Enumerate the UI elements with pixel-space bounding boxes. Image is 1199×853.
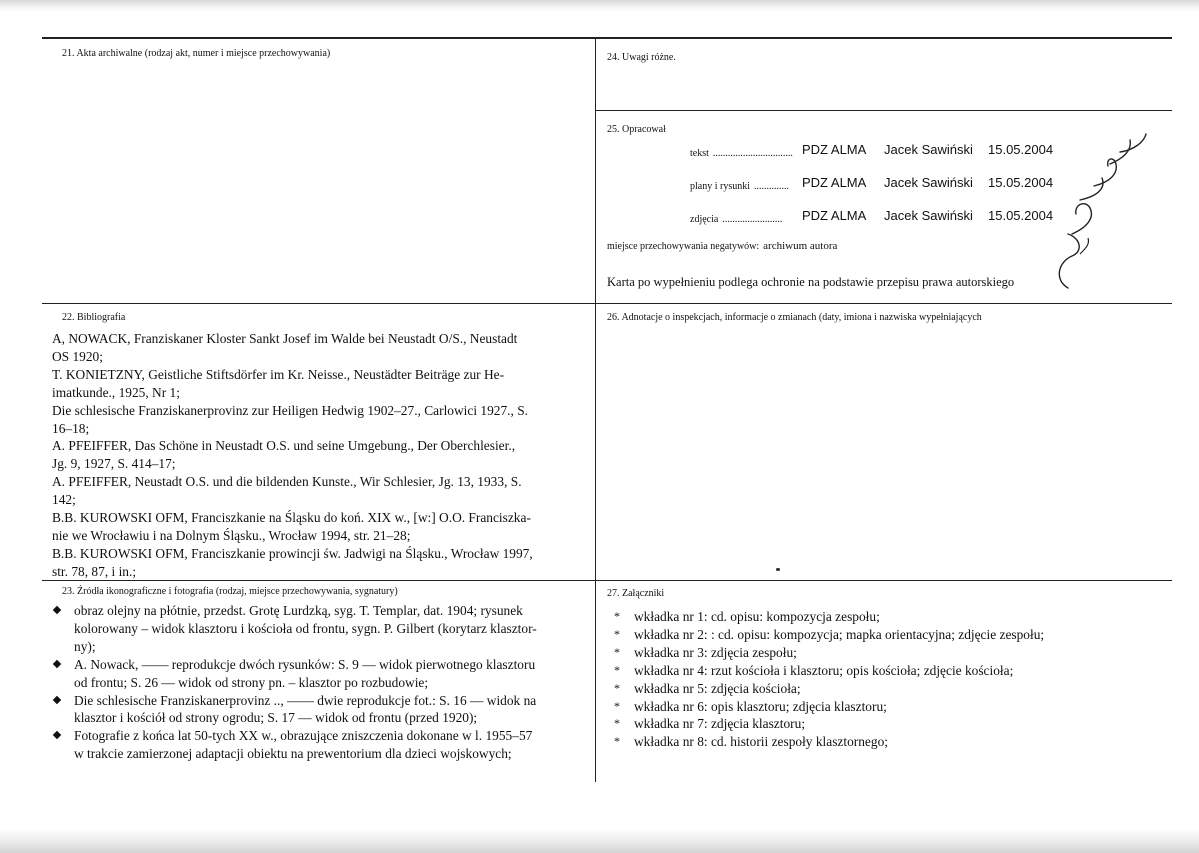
- asterisk-bullet-icon: *: [614, 680, 620, 695]
- scan-edge-top: [0, 0, 1199, 12]
- attachments-list: [610, 608, 1170, 751]
- handwritten-signature: [1050, 130, 1160, 300]
- section-22-label: 22. Bibliografia: [62, 312, 126, 323]
- author-row-photos: [690, 209, 782, 227]
- rule-24-25: [595, 110, 1172, 111]
- author-row-plans: [690, 176, 789, 194]
- item-text: wkładka nr 5: zdjęcia kościoła;: [634, 680, 801, 696]
- row-date: 15.05.2004: [988, 142, 1054, 157]
- storage-label: miejsce przechowywania negatywów:: [607, 241, 760, 252]
- scan-edge-bottom: [0, 828, 1199, 853]
- item-line: w trakcie zamierzonej adaptacji obiektu na prewentorium dla dzieci wojskowych;: [74, 746, 512, 762]
- section-26-label: 26. Adnotacje o inspekcjach, informacje o zmianach (daty, imiona i nazwiska wypełniających: [607, 312, 982, 323]
- item-text: wkładka nr 4: rzut kościoła i klasztoru; opis kościoła; zdjęcie kościoła;: [634, 662, 1014, 678]
- item-text: wkładka nr 6: opis klasztoru; zdjęcia klasztoru;: [634, 698, 887, 714]
- section-27-label: 27. Załączniki: [607, 588, 665, 599]
- item-line: ny);: [74, 638, 96, 654]
- asterisk-bullet-icon: *: [614, 734, 620, 749]
- diamond-bullet-icon: [53, 606, 61, 614]
- asterisk-bullet-icon: *: [614, 609, 620, 623]
- bib-line: imatkunde., 1925, Nr 1;: [52, 384, 180, 400]
- bib-line: Jg. 9, 1927, S. 414–17;: [52, 456, 176, 472]
- row-org: PDZ ALMA: [802, 142, 867, 157]
- bib-line: OS 1920;: [52, 348, 103, 364]
- list-item: [610, 662, 1170, 680]
- diamond-bullet-icon: [53, 659, 61, 667]
- row-org: PDZ ALMA: [802, 208, 867, 223]
- bib-line: A. PFEIFFER, Neustadt O.S. und die bildenden Kunste., Wir Schlesier, Jg. 13, 1933, S.: [52, 474, 522, 490]
- copyright-note: Karta po wypełnieniu podlega ochronie na podstawie przepisu prawa autorskiego: [607, 275, 1015, 289]
- iconography-list: [52, 602, 592, 763]
- item-text: wkładka nr 2: : cd. opisu: kompozycja; mapka orientacyjna; zdjęcie zespołu;: [634, 626, 1045, 642]
- list-item: [52, 692, 592, 728]
- item-line: Fotografie z końca lat 50-tych XX w., obrazujące zniszczenia dokonane w l. 1955–57: [74, 728, 533, 744]
- row-date: 15.05.2004: [988, 175, 1054, 190]
- list-item: [610, 715, 1170, 733]
- list-item: [52, 602, 592, 656]
- asterisk-bullet-icon: *: [614, 626, 620, 641]
- scan-speck: [776, 568, 780, 571]
- form-top-rule: [42, 37, 1172, 39]
- list-item: [610, 608, 1170, 626]
- bib-line: A, NOWACK, Franziskaner Kloster Sankt Josef im Walde bei Neustadt O/S., Neustadt: [52, 331, 518, 346]
- item-text: wkładka nr 8: cd. historii zespoły klasztornego;: [634, 734, 888, 750]
- section-25-label: 25. Opracował: [607, 124, 666, 135]
- column-divider: [595, 37, 596, 782]
- row-org: PDZ ALMA: [802, 175, 867, 190]
- row-dots: ........................: [722, 214, 783, 225]
- section-23-label: 23. Źródła ikonograficzne i fotografia (rodzaj, miejsce przechowywania, sygnatury): [62, 586, 398, 597]
- bib-line: Die schlesische Franziskanerprovinz zur Heiligen Hedwig 1902–27., Carlowici 1927., S.: [52, 402, 529, 418]
- asterisk-bullet-icon: *: [614, 716, 620, 731]
- item-line: kolorowany – widok klasztoru i kościoła od frontu, sygn. P. Gilbert (korytarz klasztor-: [74, 620, 537, 636]
- bib-line: str. 78, 87, i in.;: [52, 563, 137, 579]
- rule-26-27: [595, 580, 1172, 581]
- diamond-bullet-icon: [53, 695, 61, 703]
- item-line: Die schlesische Franziskanerprovinz .., —— dwie reprodukcje fot.: S. 16 — widok na: [74, 692, 537, 708]
- bibliography-list: [52, 330, 592, 581]
- asterisk-bullet-icon: *: [614, 698, 620, 713]
- item-text: wkładka nr 3: zdjęcia zespołu;: [634, 644, 797, 660]
- row-dots: ..............: [754, 181, 789, 192]
- row-label: zdjęcia: [690, 214, 719, 225]
- item-line: obraz olejny na płótnie, przedst. Grotę Lurdzką, syg. T. Templar, dat. 1904; rysunek: [74, 603, 523, 618]
- rule-21-22: [42, 303, 595, 304]
- rule-25-26: [595, 303, 1172, 304]
- author-row-text: [690, 143, 793, 161]
- bib-line: 16–18;: [52, 420, 90, 436]
- list-item: [610, 680, 1170, 698]
- asterisk-bullet-icon: *: [614, 662, 620, 677]
- list-item: [610, 698, 1170, 716]
- list-item: [610, 644, 1170, 662]
- list-item: [610, 626, 1170, 644]
- row-name: Jacek Sawiński: [884, 142, 973, 157]
- item-text: wkładka nr 1: cd. opisu: kompozycja zespołu;: [634, 609, 880, 624]
- row-name: Jacek Sawiński: [884, 175, 973, 190]
- row-name: Jacek Sawiński: [884, 208, 973, 223]
- bib-line: B.B. KUROWSKI OFM, Franciszkanie na Śląsku do koń. XIX w., [w:] O.O. Franciszka-: [52, 510, 531, 526]
- section-21-label: 21. Akta archiwalne (rodzaj akt, numer i miejsce przechowywania): [62, 48, 331, 59]
- bib-line: A. PFEIFFER, Das Schöne in Neustadt O.S. und seine Umgebung., Der Oberchlesier.,: [52, 438, 516, 454]
- storage-value: archiwum autora: [763, 240, 838, 252]
- bib-line: 142;: [52, 492, 76, 508]
- list-item: [52, 656, 592, 692]
- bib-line: B.B. KUROWSKI OFM, Franciszkanie prowincji św. Jadwigi na Śląsku., Wrocław 1997,: [52, 545, 533, 561]
- row-date: 15.05.2004: [988, 208, 1054, 223]
- diamond-bullet-icon: [53, 731, 61, 739]
- negatives-storage: [607, 236, 837, 254]
- bib-line: nie we Wrocławiu i na Dolnym Śląsku., Wrocław 1994, str. 21–28;: [52, 527, 411, 543]
- list-item: [610, 733, 1170, 751]
- row-label: plany i rysunki: [690, 181, 750, 192]
- row-label: tekst: [690, 148, 709, 159]
- bib-line: T. KONIETZNY, Geistliche Stiftsdörfer im Kr. Neisse., Neustädter Beiträge zur He-: [52, 366, 505, 382]
- item-line: A. Nowack, —— reprodukcje dwóch rysunków: S. 9 — widok pierwotnego klasztoru: [74, 656, 536, 672]
- asterisk-bullet-icon: *: [614, 644, 620, 659]
- list-item: [52, 727, 592, 763]
- item-text: wkładka nr 7: zdjęcia klasztoru;: [634, 716, 806, 732]
- item-line: klasztor i kościół od strony ogrodu; S. 17 — widok od frontu (przed 1920);: [74, 710, 478, 726]
- item-line: od frontu; S. 26 — widok od strony pn. – klasztor po rozbudowie;: [74, 674, 429, 690]
- section-24-label: 24. Uwagi różne.: [607, 52, 676, 63]
- row-dots: ................................: [712, 148, 793, 159]
